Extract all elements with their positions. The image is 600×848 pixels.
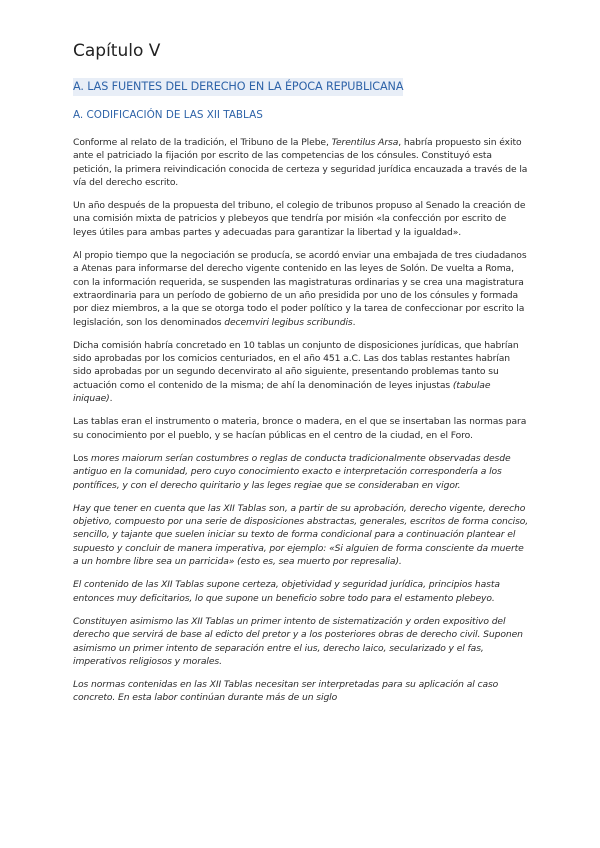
paragraph-5: Las tablas eran el instrumento o materia, bronce o madera, en el que se insertaban las normas para su conocimiento por el pueblo, y se hacían públicas en el centro de la ciudad, en el Foro. [73,416,527,441]
paragraph-4 [73,339,529,405]
paragraph-6-text-a: Los [73,452,91,464]
paragraph-2: Un año después de la propuesta del tribuno, el colegio de tribunos propuso al Senado la creación de una comisión mixta de patricios y plebeyos que tendría por misión «la confección por escrito de leyes útiles para ambas partes y adecuadas para garantizar la libertad y la igualdad». [73,200,526,238]
paragraph-4-italic-term: (tabulae iniquae) [73,379,491,405]
paragraph-6-italic-text: mores maiorum serían costumbres o reglas de conducta tradicionalmente observadas desde antiguo en la comunidad, pero cuyo conocimiento exacto e interpretación correspondería a los pontífices, y con el derecho quiritario y las leges regiae que se consideraban en vigor. [73,452,511,491]
paragraph-3-text-c: . [352,316,356,328]
chapter-title: Capítulo V [73,41,161,61]
document-page [73,40,529,715]
paragraph-3-text-a: Al propio tiempo que la negociación se producía, se acordó enviar una embajada de tres ciudadanos a Atenas para informarse del derecho vigente contenido en las leyes de Solón. De vuelta a Roma, con la información requerida, se suspenden las magistraturas ordinarias y se crea una magistratura extraordinaria para un período de gobierno de un año presidida por uno de los cónsules y formada por diez miembros, a la que se otorga todo el poder político y la tarea de confeccionar por escrito la legislación, son los denominados [73,250,527,328]
paragraph-3 [73,249,529,329]
paragraph-1-text-a: Conforme al relato de la tradición, el Tribuno de la Plebe, [73,137,332,148]
paragraph-1-text-c: , habría propuesto sin éxito ante el patriciado la fijación por escrito de las competencias de los cónsules. Constituyó esta petición, la primera reivindicación conocida de certeza y seguridad jurídica encauzada a través de la vía del derecho escrito. [73,137,528,188]
paragraph-6 [73,452,529,492]
paragraph-1 [73,136,529,189]
paragraph-4-text-c: . [109,393,113,405]
paragraph-10: Los normas contenidas en las XII Tablas necesitan ser interpretadas para su aplicación al caso concreto. En esta labor continúan durante más de un siglo [73,679,499,704]
paragraph-7: Hay que tener en cuenta que las XII Tablas son, a partir de su aprobación, derecho vigente, derecho objetivo, compuesto por una serie de disposiciones abstractas, generales, escritos de forma conciso, sencillo, y tajante que suelen iniciar su texto de forma condicional para a continuación plantear el supuesto y concluir de manera imperativa, por ejemplo: «Si alguien de forma consciente da muerte a un hombre libre sea un parricida» (esto es, sea muerto por represalia). [73,502,529,568]
section-title: A. LAS FUENTES DEL DERECHO EN LA ÉPOCA REPUBLICANA [73,78,403,96]
subsection-title: A. CODIFICACIÓN DE LAS XII TABLAS [73,109,263,121]
paragraph-1-italic-name: Terentilus Arsa [331,137,399,148]
paragraph-3-italic-term: decemviri legibus scribundis [224,316,353,328]
section-heading-wrapper [73,75,529,107]
paragraph-8: El contenido de las XII Tablas supone certeza, objetividad y seguridad jurídica, principios hasta entonces muy deficitarios, lo que supone un beneficio sobre todo para el estamento plebeyo. [73,579,500,604]
paragraph-9: Constituyen asimismo las XII Tablas un primer intento de sistematización y orden expositivo del derecho que servirá de base al edicto del pretor y a los posteriores obras de derecho civil. Suponen asimismo un primer intento de separación entre el ius, derecho laico, secularizado y el fas, imperativos religiosos y morales. [73,615,523,667]
paragraph-4-text-a: Dicha comisión habría concretado en 10 tablas un conjunto de disposiciones jurídicas, que habrían sido aprobadas por los comicios centuriados, en el año 451 a.C. Las dos tablas restantes habrían sido aprobadas por un segundo decenvirato al año siguiente, presentando problemas tanto su actuación como el contenido de la misma; de ahí la denominación de leyes injustas [73,339,519,391]
